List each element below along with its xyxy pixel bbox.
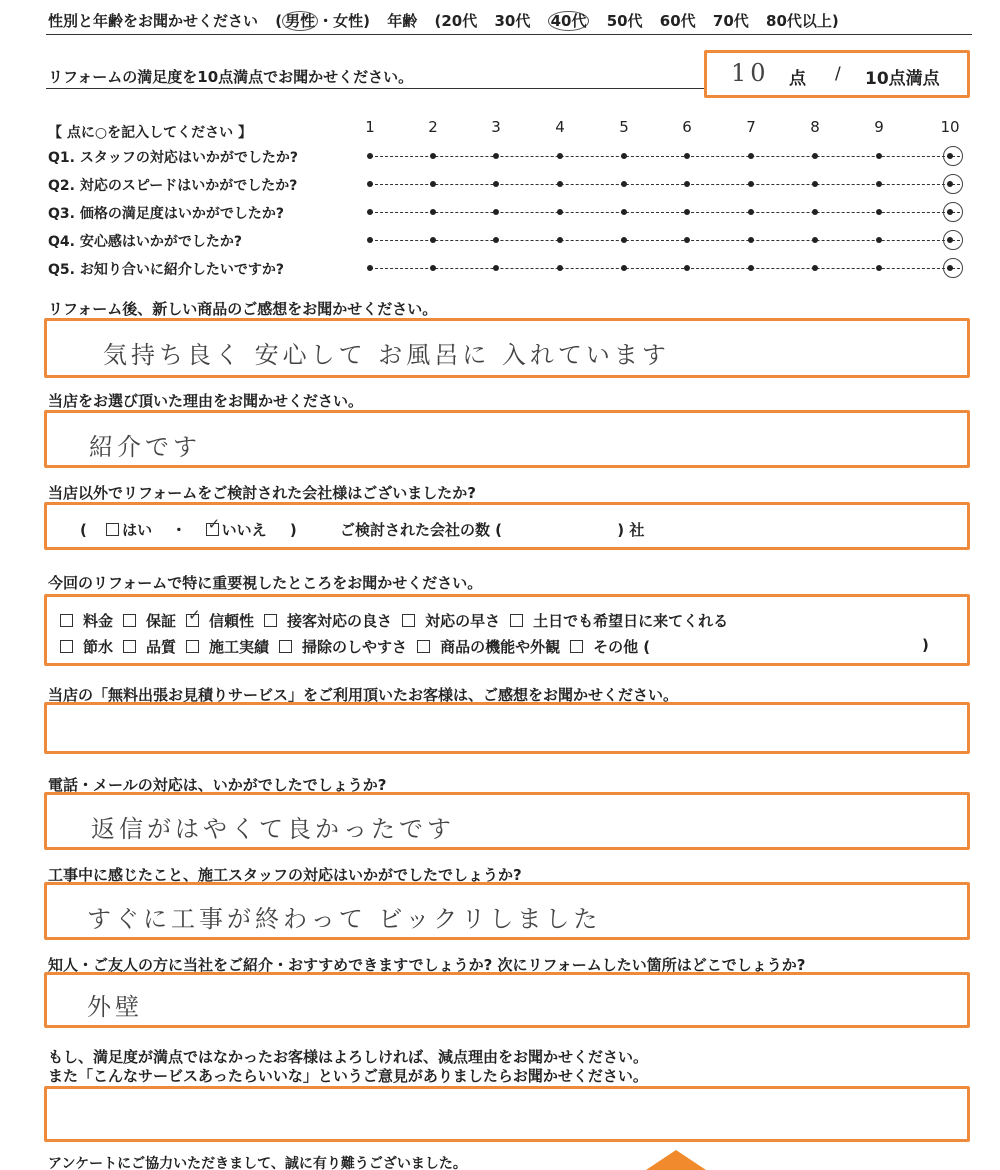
reason-box[interactable] [44,410,970,468]
other-companies-row [80,519,644,540]
recommend-answer: 外壁 [87,993,143,1021]
score-value: 10 [731,59,770,87]
age-option[interactable]: 30代 [494,12,531,30]
rating-point[interactable] [430,237,436,243]
rating-point[interactable] [876,209,882,215]
scale-number: 10 [940,118,960,136]
checkbox-icon[interactable] [264,614,277,627]
rating-point[interactable] [430,181,436,187]
score-box[interactable] [704,50,970,98]
priorities-row-1 [60,610,738,631]
checkbox-icon[interactable] [279,640,292,653]
priority-label: 信頼性 [209,612,255,630]
rating-point[interactable] [493,209,499,215]
rating-point[interactable] [557,265,563,271]
gender-age-prompt: 性別と年齢をお聞かせください [48,12,259,30]
paren: ( [80,521,87,539]
priority-option[interactable] [186,638,269,656]
rating-point[interactable] [748,181,754,187]
rating-track [370,212,960,213]
point-label: 点 [789,69,806,89]
rating-track [370,156,960,157]
priority-option[interactable] [510,612,728,630]
checkbox-icon[interactable] [186,640,199,653]
checkbox-icon[interactable] [417,640,430,653]
rating-point[interactable] [493,181,499,187]
rating-point[interactable] [430,153,436,159]
checkbox-icon[interactable] [402,614,415,627]
scale-number: 3 [491,118,501,136]
checkbox-icon[interactable] [60,614,73,627]
rating-point[interactable] [876,237,882,243]
recommend-box[interactable] [44,972,970,1028]
footer-thanks: アンケートにご協力いただきまして、誠に有り難うございました。 [48,1156,467,1170]
question-label: Q2. 対応のスピードはいかがでしたか? [48,178,298,194]
priority-option[interactable] [417,638,560,656]
rating-point[interactable] [493,153,499,159]
no-label: いいえ [221,521,267,539]
product-impression-answer: 気持ち良く 安心して お風呂に 入れています [103,341,670,369]
rating-point[interactable] [367,181,373,187]
rating-point[interactable] [621,237,627,243]
age-option[interactable]: 60代 [659,12,696,30]
product-impression-prompt: リフォーム後、新しい商品のご感想をお聞かせください。 [48,300,438,318]
checkbox-icon[interactable] [123,640,136,653]
priority-option[interactable] [570,638,650,656]
checkbox-icon[interactable] [206,523,219,536]
paren: ) [289,521,297,539]
rating-point[interactable] [367,209,373,215]
scale-number: 8 [810,118,820,136]
rating-track [370,240,960,241]
rating-point[interactable] [684,209,690,215]
contact-response-box[interactable] [44,792,970,850]
priority-label: 保証 [146,612,177,630]
divider [46,88,704,89]
priority-label: 商品の機能や外観 [440,638,561,656]
rating-point[interactable] [876,153,882,159]
priority-label: その他 ( [593,638,651,656]
priority-option[interactable] [60,612,113,630]
divider [46,34,972,35]
priority-label: 品質 [146,638,177,656]
rating-point[interactable] [876,181,882,187]
rating-point[interactable] [621,153,627,159]
circle-mark-icon [943,202,963,222]
rating-point[interactable] [621,265,627,271]
priority-option[interactable] [123,638,176,656]
priority-label: 節水 [83,638,114,656]
estimate-service-prompt: 当店の「無料出張お見積りサービス」をご利用頂いたお客様は、ご感想をお聞かせください。 [48,686,679,704]
reason-prompt: 当店をお選び頂いた理由をお聞かせください。 [48,392,364,410]
rating-point[interactable] [684,237,690,243]
product-impression-box[interactable] [44,318,970,378]
rating-point[interactable] [812,181,818,187]
satisfaction-prompt: リフォームの満足度を10点満点でお聞かせください。 [48,68,414,86]
age-option-selected[interactable]: 40代 [548,11,590,31]
circle-mark-icon [943,174,963,194]
deduction-box[interactable] [44,1086,970,1142]
other-companies-prompt: 当店以外でリフォームをご検討された会社様はございましたか? [48,484,476,502]
checkbox-icon[interactable] [60,640,73,653]
separator: ・ [318,12,334,30]
priority-option[interactable] [60,638,113,656]
construction-prompt: 工事中に感じたこと、施工スタッフの対応はいかがでしたでしょうか? [48,866,522,884]
age-option[interactable]: 80代以上) [766,12,839,30]
rating-point[interactable] [557,237,563,243]
deduction-prompt-1: もし、満足度が満点ではなかったお客様はよろしければ、減点理由をお聞かせください。 [48,1048,649,1066]
rating-point[interactable] [812,265,818,271]
yes-label: はい [122,521,153,539]
priority-option[interactable] [264,612,392,630]
priority-option[interactable] [402,612,500,630]
slash: / [835,64,841,84]
rating-point[interactable] [812,237,818,243]
rating-point[interactable] [812,209,818,215]
priority-option[interactable] [123,612,176,630]
separator: ・ [171,521,187,539]
other-close-paren: ) [922,636,929,654]
rating-point[interactable] [557,181,563,187]
question-label: Q1. スタッフの対応はいかがでしたか? [48,150,298,166]
rating-point[interactable] [557,153,563,159]
checkbox-icon[interactable] [106,523,119,536]
construction-answer: すぐに工事が終わって ビックリしました [87,905,602,933]
recommend-prompt: 知人・ご友人の方に当社をご紹介・おすすめできますでしょうか? 次にリフォームしたい箇所はどこでしょうか? [48,956,806,974]
rating-point[interactable] [621,209,627,215]
max-label: 10点満点 [865,69,940,89]
rating-point[interactable] [493,265,499,271]
priority-label: 接客対応の良さ [287,612,393,630]
checkbox-icon[interactable] [186,614,199,627]
priorities-row-2 [60,636,660,657]
scale-number: 4 [555,118,565,136]
priority-label: 料金 [83,612,114,630]
rating-point[interactable] [430,209,436,215]
roof-logo-icon [646,1150,706,1170]
rating-point[interactable] [557,209,563,215]
rating-point[interactable] [876,265,882,271]
rating-point[interactable] [430,265,436,271]
rating-point[interactable] [748,153,754,159]
rating-point[interactable] [748,265,754,271]
scale-number: 9 [874,118,884,136]
scale-number: 7 [746,118,756,136]
circle-mark-icon [943,230,963,250]
rating-point[interactable] [367,265,373,271]
paren: ) [363,12,371,30]
rating-point[interactable] [684,153,690,159]
contact-response-prompt: 電話・メールの対応は、いかがでしたでしょうか? [48,776,387,794]
company-count-suffix: ) 社 [617,521,645,539]
priorities-prompt: 今回のリフォームで特に重要視したところをお聞かせください。 [48,574,483,592]
rating-track [370,268,960,269]
rating-point[interactable] [748,237,754,243]
rating-point[interactable] [367,153,373,159]
checkbox-icon[interactable] [570,640,583,653]
scale-number: 2 [428,118,438,136]
age-option[interactable]: 70代 [712,12,749,30]
deduction-prompt-2: また「こんなサービスあったらいいな」というご意見がありましたらお聞かせください。 [48,1067,648,1085]
checkbox-icon[interactable] [123,614,136,627]
no-option[interactable] [206,521,267,539]
question-label: Q3. 価格の満足度はいかがでしたか? [48,206,284,222]
priority-label: 掃除のしやすさ [302,638,408,656]
company-count-label: ご検討された会社の数 ( [339,521,503,539]
scale-number: 6 [682,118,692,136]
question-label: Q5. お知り合いに紹介したいですか? [48,262,284,278]
rating-point[interactable] [684,181,690,187]
circle-mark-icon [943,146,963,166]
rating-point[interactable] [748,209,754,215]
checkbox-icon[interactable] [510,614,523,627]
rating-point[interactable] [621,181,627,187]
gender-age-row [48,10,851,31]
rating-point[interactable] [367,237,373,243]
construction-box[interactable] [44,882,970,940]
priority-option[interactable] [186,612,254,630]
circle-mark-icon [943,258,963,278]
priority-option[interactable] [279,638,407,656]
priority-label: 施工実績 [209,638,270,656]
rating-instruction: 【 点に○を記入してください 】 [48,125,252,141]
reason-answer: 紹介です [89,433,201,461]
rating-track [370,184,960,185]
brand-logo [646,1150,712,1170]
gender-male-option[interactable]: 男性 [282,11,318,31]
age-label: 年齢 [387,12,418,30]
yes-option[interactable] [106,521,152,539]
priority-label: 土日でも希望日に来てくれる [533,612,729,630]
priority-label: 対応の早さ [425,612,501,630]
gender-options [275,12,370,30]
rating-point[interactable] [812,153,818,159]
rating-point[interactable] [684,265,690,271]
age-option[interactable]: (20代 [434,12,478,30]
rating-point[interactable] [493,237,499,243]
estimate-service-box[interactable] [44,702,970,754]
gender-female-option[interactable]: 女性 [333,12,364,30]
scale-number: 1 [365,118,375,136]
paren: ( [275,12,283,30]
age-option[interactable]: 50代 [606,12,643,30]
contact-response-answer: 返信がはやくて良かったです [91,815,455,843]
scale-number: 5 [619,118,629,136]
question-label: Q4. 安心感はいかがでしたか? [48,234,242,250]
